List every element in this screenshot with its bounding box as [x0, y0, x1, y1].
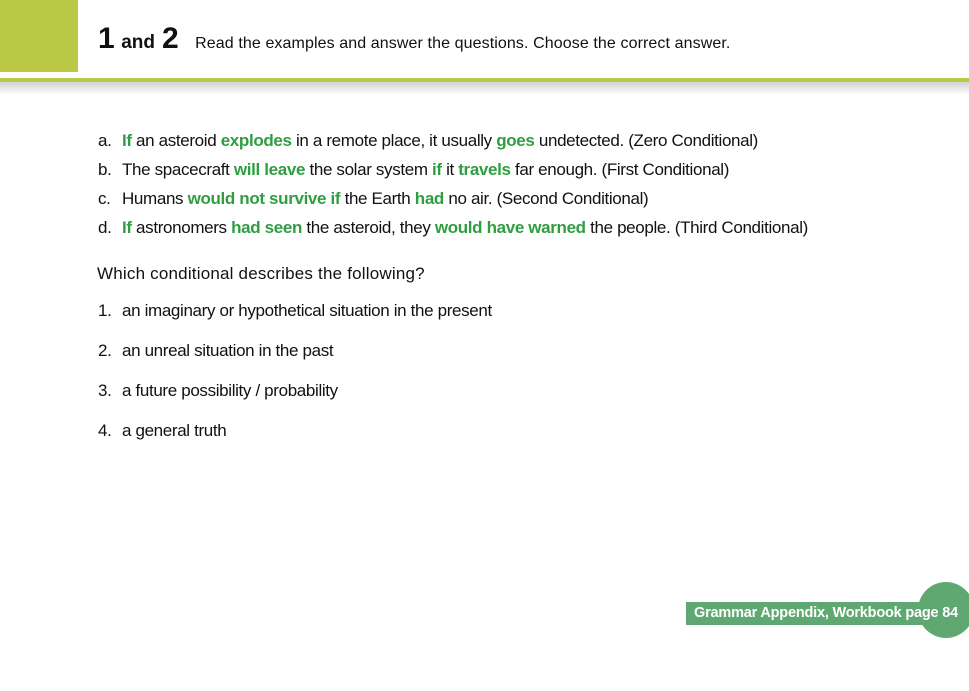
item-text: a future possibility / probability: [122, 381, 338, 400]
example-segment: the solar system: [305, 160, 433, 179]
example-row: [98, 126, 808, 155]
example-label: d.: [98, 218, 112, 237]
highlighted-verb: If: [122, 218, 132, 237]
item-text: an unreal situation in the past: [122, 341, 334, 360]
highlighted-verb: If: [122, 131, 132, 150]
question-item: [98, 341, 492, 381]
exercise-number-2: 2: [161, 22, 179, 55]
example-segment: the Earth: [340, 189, 415, 208]
footer-reference: Grammar Appendix, Workbook page 84: [694, 605, 958, 621]
example-text: [122, 213, 808, 242]
item-number: 2.: [98, 341, 112, 360]
example-label: a.: [98, 131, 112, 150]
example-text: [122, 184, 648, 213]
example-text: [122, 126, 758, 155]
example-row: [98, 155, 808, 184]
example-segment: The spacecraft: [122, 160, 234, 179]
example-segment: astronomers: [131, 218, 232, 237]
example-text: [122, 155, 729, 184]
exercise-instruction: Read the examples and answer the questions. Choose the correct answer.: [195, 35, 731, 52]
example-segment: in a remote place, it usually: [291, 131, 497, 150]
item-text: a general truth: [122, 421, 227, 440]
example-segment: far enough. (First Conditional): [510, 160, 730, 179]
item-number: 1.: [98, 301, 112, 320]
example-segment: Humans: [122, 189, 188, 208]
exercise-header: [98, 22, 730, 56]
example-segment: it: [441, 160, 459, 179]
example-segment: undetected. (Zero Conditional): [534, 131, 758, 150]
corner-accent-square: [0, 0, 78, 72]
example-segment: the asteroid, they: [301, 218, 435, 237]
exercise-number-1: 1: [98, 22, 115, 55]
highlighted-verb: would have warned: [434, 218, 586, 237]
example-segment: no air. (Second Conditional): [443, 189, 649, 208]
highlighted-verb: would not survive if: [187, 189, 341, 208]
examples-list: [98, 126, 808, 242]
highlighted-verb: explodes: [220, 131, 292, 150]
question-prompt: Which conditional describes the following?: [97, 264, 425, 283]
question-item: [98, 301, 492, 341]
example-segment: the people. (Third Conditional): [585, 218, 808, 237]
highlighted-verb: if: [432, 160, 442, 179]
highlighted-verb: travels: [458, 160, 511, 179]
question-item: [98, 421, 492, 461]
item-number: 3.: [98, 381, 112, 400]
example-segment: an asteroid: [131, 131, 221, 150]
question-items-list: [98, 301, 492, 461]
highlighted-verb: goes: [496, 131, 535, 150]
highlighted-verb: will leave: [233, 160, 306, 179]
header-divider-shadow: [0, 82, 969, 95]
example-row: [98, 213, 808, 242]
example-row: [98, 184, 808, 213]
item-text: an imaginary or hypothetical situation in the present: [122, 301, 492, 320]
question-item: [98, 381, 492, 421]
highlighted-verb: had: [414, 189, 444, 208]
example-label: b.: [98, 160, 112, 179]
example-label: c.: [98, 189, 111, 208]
item-number: 4.: [98, 421, 112, 440]
exercise-connector: and: [121, 32, 155, 53]
highlighted-verb: had seen: [231, 218, 302, 237]
